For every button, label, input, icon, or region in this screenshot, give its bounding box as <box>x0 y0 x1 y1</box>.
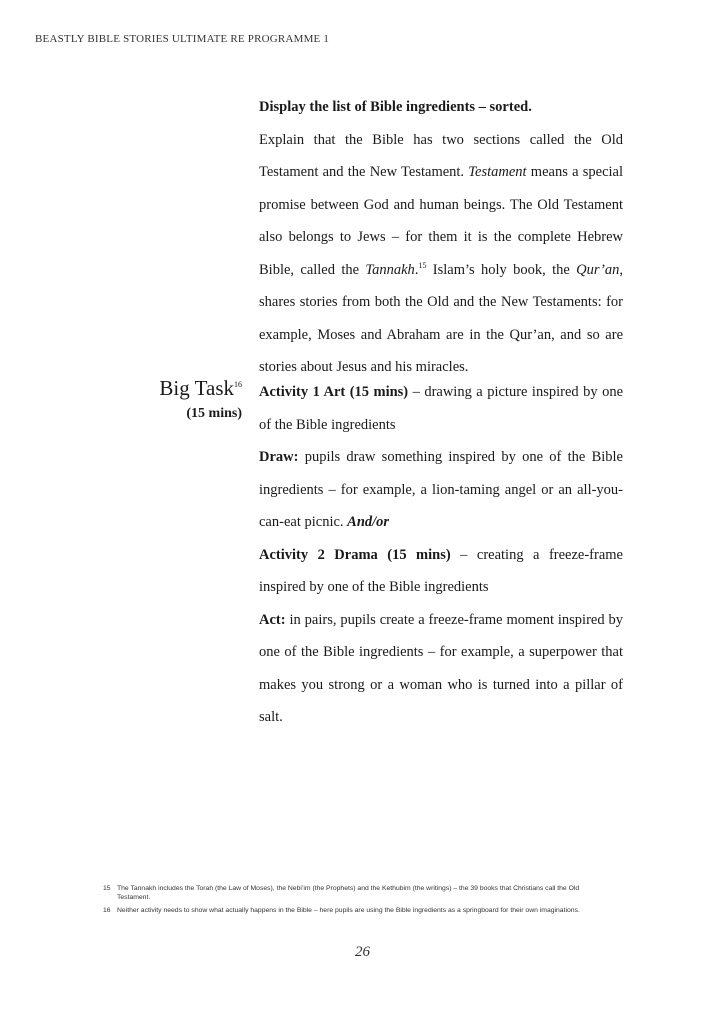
footnote-number: 15 <box>103 885 111 892</box>
activity-1-label: Activity 1 Art (15 mins) <box>259 384 409 400</box>
footnotes <box>103 884 613 919</box>
term-testament: Testament <box>468 164 527 180</box>
intro-text-d: Islam’s holy book, the <box>426 261 577 278</box>
activity-2-label: Activity 2 Drama (15 mins) <box>259 546 451 563</box>
running-header: BEASTLY BIBLE STORIES ULTIMATE RE PROGRAMME 1 <box>35 33 330 45</box>
big-task-heading <box>100 373 242 425</box>
footnote-15 <box>103 884 613 902</box>
act-label: Act: <box>259 611 286 628</box>
term-quran: Qur’an <box>576 261 620 278</box>
footnote-ref-16[interactable]: 16 <box>234 380 242 389</box>
big-task-title: Big Task <box>159 376 234 400</box>
footnote-text: Neither activity needs to show what actually happens in the Bible – here pupils are using the Bible ingredients as a springboard for their own imaginations. <box>117 907 580 914</box>
draw-text: pupils draw something inspired by one of the Bible ingredients – for example, a lion-taming angel or an all-you-can-eat picnic. <box>259 449 623 530</box>
big-task-duration: (15 mins) <box>186 406 242 421</box>
intro-heading: Display the list of Bible ingredients – sorted. <box>259 99 532 115</box>
activity-1 <box>259 376 623 441</box>
intro-text-e: , shares stories from both the Old and the New Testaments: for example, Moses and Abraham are in the Qur’an, and so are stories about Jesus and his miracles. <box>259 261 623 375</box>
term-tannakh: Tannakh <box>365 261 415 278</box>
activity-2-text: – creating a freeze-frame inspired by one of the Bible ingredients <box>259 546 623 595</box>
activity-1-text: – drawing a picture inspired by one of the Bible ingredients <box>259 384 623 433</box>
big-task-section <box>259 376 623 734</box>
activity-2 <box>259 539 623 604</box>
act-text: in pairs, pupils create a freeze-frame moment inspired by one of the Bible ingredients – for example, a superpower that makes you strong or a woman who is turned into a pillar of salt. <box>259 611 623 725</box>
page-number: 26 <box>355 944 370 960</box>
act-instruction <box>259 604 623 734</box>
intro-paragraph <box>259 124 623 384</box>
footnote-16 <box>103 906 613 915</box>
intro-text-b: means a special promise between God and human beings. The Old Testament also belongs to Jews – for them it is the complete Hebrew Bible, called the <box>259 164 623 278</box>
footnote-text: The Tannakh includes the Torah (the Law of Moses), the Nebi’im (the Prophets) and the Kethubim (the writings) – the 39 books that Christians call the Old Testament. <box>117 885 580 901</box>
footnote-ref-15[interactable]: 15 <box>418 260 427 270</box>
andor-label: And/or <box>347 514 390 530</box>
footnote-number: 16 <box>103 907 111 914</box>
intro-text-a: Explain that the Bible has two sections called the Old Testament and the New Testament. <box>259 131 623 180</box>
intro-section <box>259 91 623 384</box>
draw-label: Draw: <box>259 449 299 465</box>
intro-text-c: . <box>414 261 419 278</box>
draw-instruction <box>259 441 623 539</box>
